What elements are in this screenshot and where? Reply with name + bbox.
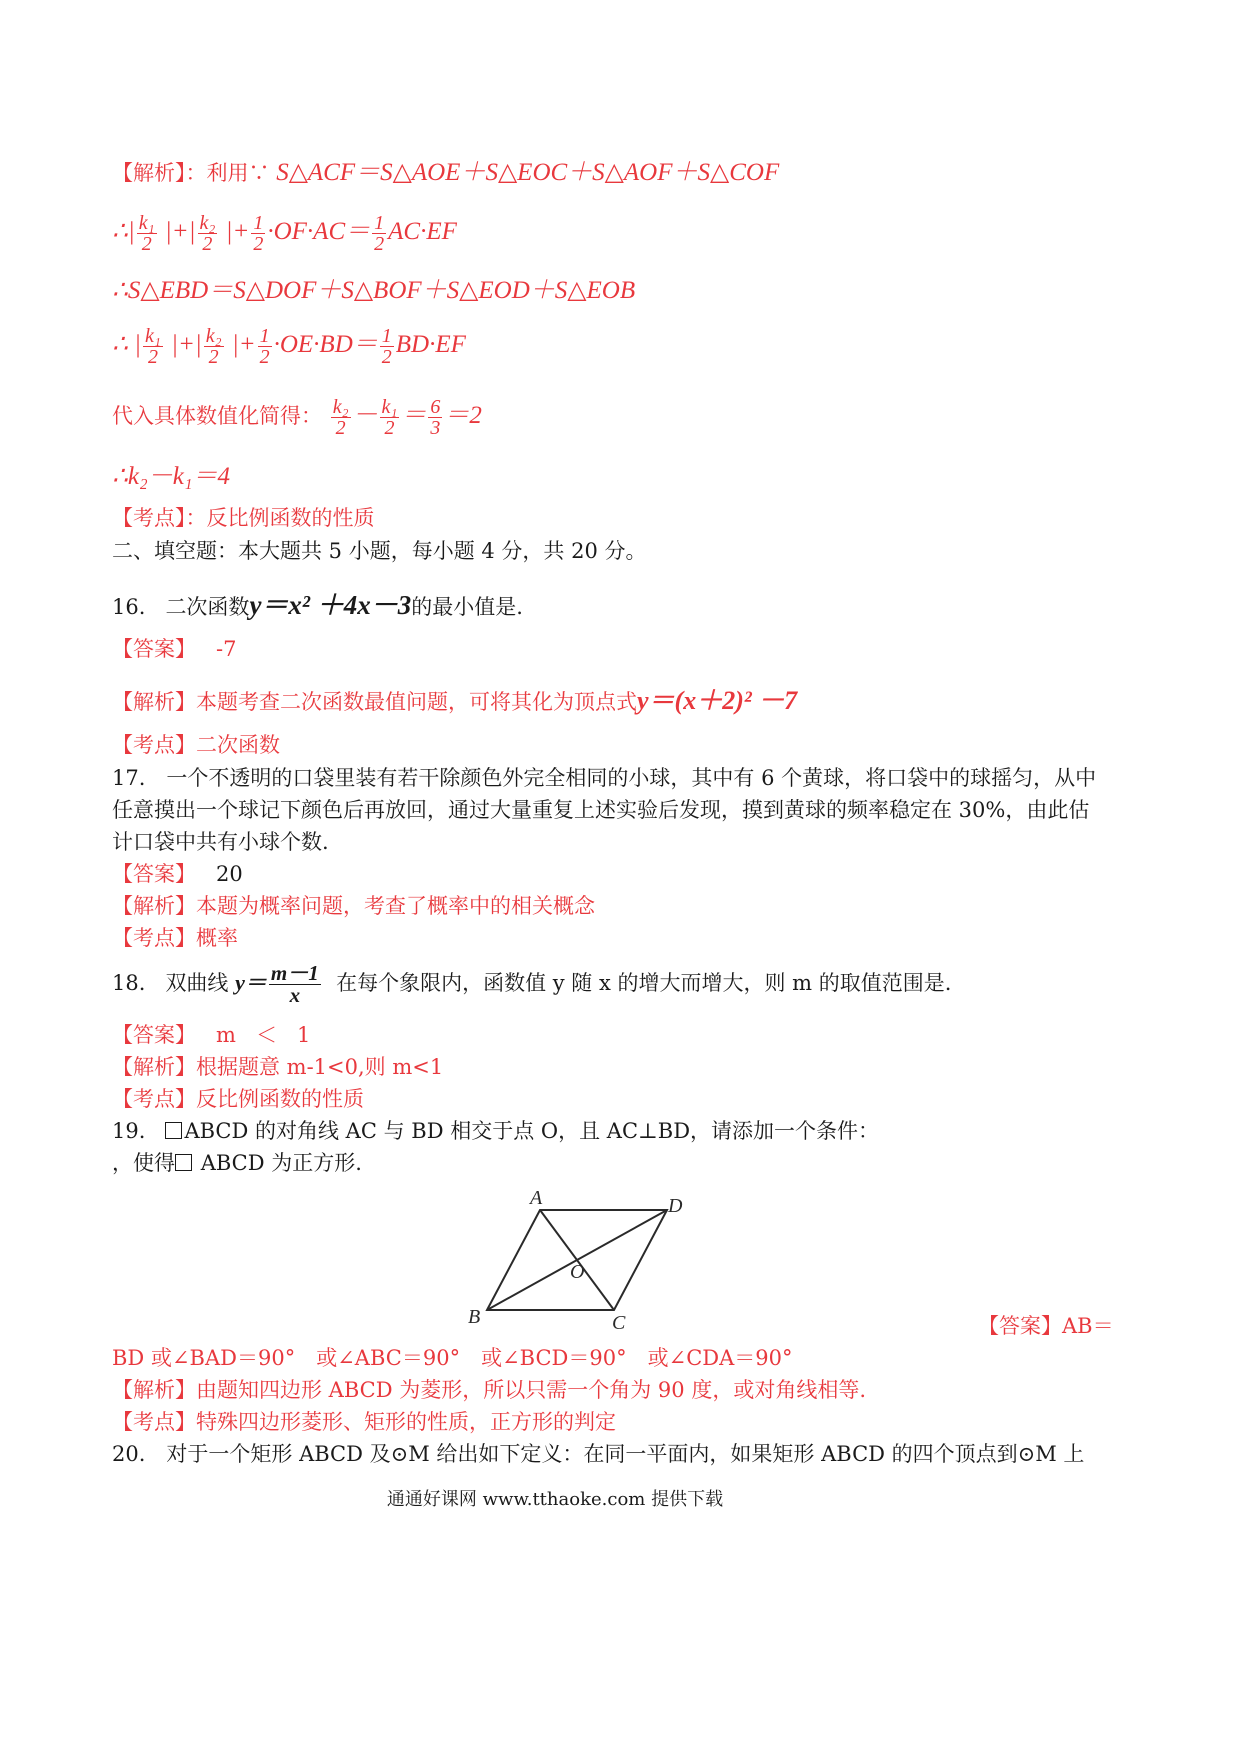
analysis-line-2: ∴| $\frac{\text{k₁}}{2}$ |+| $\frac{\text{k₂}}{2}$ |+ $\frac{1}{2}$ ·OF·AC＝ $\frac{1}{2}$ AC·EF <box>112 212 457 255</box>
analysis-line-4: ∴ | $\frac{\text{k₁}}{2}$ |+| $\frac{\text{k₂}}{2}$ |+ $\frac{1}{2}$ ·OE·BD＝ $\frac{1}{2}$ BD·EF <box>112 325 466 368</box>
page-footer: 通通好课网 www.tthaoke.com 提供下载 <box>386 1489 724 1510</box>
therefore-symbol: ∴ <box>112 218 128 246</box>
question-formula: y＝x² ＋4x－3 <box>249 590 412 620</box>
question-17-line-2: 任意摸出一个球记下颜色后再放回，通过大量重复上述实验后发现，摸到黄球的频率稳定在 30%，由此估 <box>112 798 1090 822</box>
therefore-symbol: ∴ <box>112 331 128 359</box>
question-17-line-1: 17. 一个不透明的口袋里装有若干除颜色外完全相同的小球，其中有 6 个黄球，将口袋中的球摇匀，从中 <box>112 766 1097 790</box>
analysis-line-5 <box>112 397 482 438</box>
hyperbola-fraction: $\frac{m-1}{x}$ <box>270 961 319 1007</box>
knowledge-text: 概率 <box>196 926 238 950</box>
fraction-1-2b: $\frac{1}{2}$ <box>381 325 392 368</box>
knowledge-tag: 【考点】 <box>112 1087 196 1111</box>
fraction-1-2: $\frac{1}{2}$ <box>259 325 270 368</box>
question-17-line-3: 计口袋中共有小球个数. <box>112 830 329 854</box>
question-16 <box>112 590 523 622</box>
analysis-text: 由题知四边形 ABCD 为菱形，所以只需一个角为 90 度，或对角线相等. <box>196 1378 866 1402</box>
parallelogram-icon <box>165 1122 182 1139</box>
vertex-d-label: D <box>668 1195 683 1217</box>
answer-value: -7 <box>216 637 237 661</box>
center-o-label: O <box>570 1261 585 1283</box>
analysis-line-1 <box>112 158 779 188</box>
answer-tag: 【答案】 <box>112 862 196 886</box>
question-text: 在每个象限内，函数值 y 随 x 的增大而增大，则 m 的取值范围是. <box>336 971 952 995</box>
formula-part: ·OF·AC＝ <box>267 218 371 246</box>
fraction-1-2b: $\frac{1}{2}$ <box>374 212 385 255</box>
analysis-line-6: ∴k₂－k₁＝4 <box>112 463 230 490</box>
question-number: 19. <box>112 1119 146 1143</box>
analysis-text: 本题考查二次函数最值问题，可将其化为顶点式 <box>196 690 637 714</box>
knowledge-text: 二次函数 <box>196 733 280 757</box>
vertex-b-label: B <box>468 1306 481 1328</box>
question-number: 18. <box>112 971 146 995</box>
analysis-text: ：利用∵ <box>185 161 270 185</box>
knowledge-point-17 <box>112 923 238 953</box>
fraction-k1-2: $\frac{\text{k₁}}{2}$ <box>145 325 161 368</box>
answer-16 <box>112 634 237 664</box>
answer-19-line-2: BD 或∠BAD＝90° 或∠ABC＝90° 或∠BCD＝90° 或∠CDA＝90° <box>112 1346 793 1370</box>
analysis-17 <box>112 891 595 921</box>
question-text: 双曲线 <box>165 971 229 995</box>
fraction-1-2: $\frac{1}{2}$ <box>253 212 264 255</box>
knowledge-text: 反比例函数的性质 <box>196 1087 364 1111</box>
knowledge-point-16 <box>112 730 280 760</box>
question-19-line-1 <box>112 1116 879 1146</box>
question-19-line-2 <box>112 1148 362 1178</box>
knowledge-text: 特殊四边形菱形、矩形的性质，正方形的判定 <box>196 1410 616 1434</box>
knowledge-text: ：反比例函数的性质 <box>185 506 375 530</box>
knowledge-tag: 【考点】 <box>112 926 196 950</box>
answer-tag: 【答案】 <box>112 1023 196 1047</box>
vertex-formula: y＝(x＋2)² －7 <box>637 686 798 715</box>
answer-value: 20 <box>216 862 243 886</box>
knowledge-point-15 <box>112 503 375 533</box>
formula-part: BD·EF <box>395 331 466 359</box>
question-18 <box>112 955 951 1011</box>
knowledge-tag: 【考点】 <box>112 733 196 757</box>
area-formula-1: S△ACF＝S△AOE＋S△EOC＋S△AOF＋S△COF <box>276 159 780 186</box>
analysis-tag: 【解析】 <box>112 894 196 918</box>
knowledge-point-18 <box>112 1084 364 1114</box>
substitute-text: 代入具体数值化简得： <box>112 404 322 429</box>
vertex-a-label: A <box>530 1190 543 1209</box>
answer-tag: 【答案】 <box>112 637 196 661</box>
analysis-tag: 【解析】 <box>112 161 186 185</box>
fraction-k2-2: $\frac{\text{k₂}}{2}$ <box>199 212 216 255</box>
question-text: 的最小值是. <box>411 595 523 619</box>
analysis-text: 本题为概率问题，考查了概率中的相关概念 <box>196 894 595 918</box>
answer-19-line-1 <box>978 1311 1114 1341</box>
section-heading: 二、填空题：本大题共 5 小题，每小题 4 分，共 20 分。 <box>112 539 647 563</box>
answer-tag: 【答案】 <box>978 1314 1062 1338</box>
answer-value: m ＜ 1 <box>216 1023 311 1047</box>
question-text: ABCD 为正方形. <box>200 1151 362 1175</box>
analysis-line-3: ∴S△EBD＝S△DOF＋S△BOF＋S△EOD＋S△EOB <box>112 277 636 304</box>
analysis-tag: 【解析】 <box>112 1378 196 1402</box>
fraction-k2-2: $\frac{\text{k₂}}{2}$ <box>205 325 222 368</box>
formula-part: AC·EF <box>388 218 457 246</box>
analysis-tag: 【解析】 <box>112 1055 196 1079</box>
knowledge-tag: 【考点】 <box>112 1410 196 1434</box>
question-number: 16. <box>112 595 146 619</box>
fraction-k1-2: $\frac{\text{k₁}}{2}$ <box>138 212 155 255</box>
analysis-18 <box>112 1052 443 1082</box>
formula-part: ·OE·BD＝ <box>273 331 378 359</box>
answer-18 <box>112 1020 310 1050</box>
question-text: ，使得 <box>112 1151 175 1175</box>
analysis-text: 根据题意 m-1<0,则 m<1 <box>196 1055 444 1079</box>
substitute-formula: $\frac{\text{k₂}}{2}$ － $\frac{\text{k₁}}{2}$ ＝ $\frac{6}{3}$ ＝2 <box>332 396 482 439</box>
answer-value: AB＝ <box>1062 1314 1114 1338</box>
answer-17 <box>112 859 243 889</box>
parallelogram-icon <box>175 1154 192 1171</box>
hyperbola-y: y＝ <box>235 970 267 995</box>
rhombus-diagram <box>462 1190 702 1330</box>
question-20-line-1: 20. 对于一个矩形 ABCD 及⊙M 给出如下定义：在同一平面内，如果矩形 ABCD 的四个顶点到⊙M 上 <box>112 1442 1085 1466</box>
knowledge-tag: 【考点】 <box>112 506 186 530</box>
knowledge-point-19 <box>112 1407 616 1437</box>
question-text: ABCD 的对角线 AC 与 BD 相交于点 O，且 AC⊥BD，请添加一个条件： <box>184 1119 880 1143</box>
question-text: 二次函数 <box>165 595 250 619</box>
analysis-tag: 【解析】 <box>112 690 196 714</box>
analysis-16 <box>112 686 797 717</box>
vertex-c-label: C <box>612 1312 626 1330</box>
analysis-19 <box>112 1375 866 1405</box>
